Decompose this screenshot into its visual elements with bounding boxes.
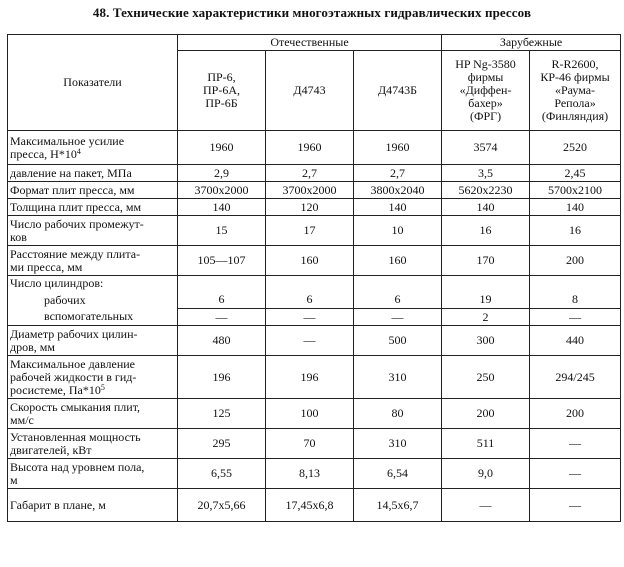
value-cell: [354, 276, 442, 292]
row-label-line: Скорость смыкания плит,: [10, 399, 141, 414]
value-cell: 140: [178, 199, 266, 216]
value-cell: 10: [354, 216, 442, 246]
value-cell: 300: [442, 326, 530, 356]
value-cell: 6: [266, 292, 354, 309]
value-cell: 9,0: [442, 459, 530, 489]
value-cell: 200: [530, 399, 621, 429]
value-cell: 20,7x5,66: [178, 489, 266, 522]
value-cell: 2,9: [178, 165, 266, 182]
row-label: [8, 309, 178, 326]
row-label-line: Число рабочих промежут-: [10, 216, 144, 231]
value-cell: 310: [354, 429, 442, 459]
value-cell: 125: [178, 399, 266, 429]
value-cell: —: [530, 459, 621, 489]
row-label: [8, 489, 178, 522]
group-header-foreign: Зарубежные: [442, 35, 621, 51]
table-row: [8, 429, 621, 459]
value-cell: 160: [266, 246, 354, 276]
value-cell: 440: [530, 326, 621, 356]
row-label: [8, 276, 178, 292]
table-row: [8, 182, 621, 199]
model-header: [178, 51, 266, 131]
value-cell: —: [178, 309, 266, 326]
model-header-line: (ФРГ): [469, 109, 502, 123]
row-label-line: Формат плит пресса, мм: [10, 182, 135, 197]
row-label: [8, 356, 178, 399]
table-row: [8, 199, 621, 216]
value-cell: 6: [354, 292, 442, 309]
value-cell: —: [530, 489, 621, 522]
table-row: [8, 489, 621, 522]
row-label-line: пресса, $Н*10^4$: [10, 146, 81, 161]
row-label-line: рабочих: [44, 292, 86, 307]
value-cell: 3,5: [442, 165, 530, 182]
value-cell: 295: [178, 429, 266, 459]
value-cell: 160: [354, 246, 442, 276]
value-cell: 80: [354, 399, 442, 429]
model-header-line: бахер»: [468, 96, 503, 110]
value-cell: 2,45: [530, 165, 621, 182]
value-cell: 170: [442, 246, 530, 276]
row-label: [8, 131, 178, 165]
value-cell: 15: [178, 216, 266, 246]
value-cell: 6,55: [178, 459, 266, 489]
row-label-line: Расстояние между плита-: [10, 246, 141, 261]
row-label: [8, 182, 178, 199]
value-cell: 294/245: [530, 356, 621, 399]
row-label-line: вспомогательных: [44, 309, 134, 324]
model-header-line: «Диффен-: [459, 83, 512, 97]
row-label-line: росистеме, $Па*10^5$: [10, 382, 105, 397]
model-header-line: (Финляндия): [541, 109, 609, 123]
value-cell: 511: [442, 429, 530, 459]
value-cell: 196: [266, 356, 354, 399]
value-cell: 16: [442, 216, 530, 246]
value-cell: 105—107: [178, 246, 266, 276]
row-label: [8, 216, 178, 246]
model-header-line: HP Ng-3580: [455, 57, 516, 71]
value-cell: 250: [442, 356, 530, 399]
table-row: [8, 216, 621, 246]
value-cell: 2,7: [266, 165, 354, 182]
value-cell: 500: [354, 326, 442, 356]
value-cell: 6,54: [354, 459, 442, 489]
row-label-line: двигателей, кВт: [10, 442, 92, 457]
row-label: [8, 246, 178, 276]
value-cell: 140: [530, 199, 621, 216]
value-cell: 70: [266, 429, 354, 459]
row-label-line: Установленная мощность: [10, 429, 141, 444]
model-header-line: фирмы: [467, 70, 504, 84]
value-cell: 17,45x6,8: [266, 489, 354, 522]
table-row: [8, 309, 621, 326]
unit-exponent: 4: [76, 146, 81, 156]
group-header-domestic: Отечественные: [178, 35, 442, 51]
value-cell: —: [530, 309, 621, 326]
value-cell: 8,13: [266, 459, 354, 489]
row-label: [8, 292, 178, 309]
value-cell: 5700x2100: [530, 182, 621, 199]
table-row: [8, 399, 621, 429]
value-cell: 120: [266, 199, 354, 216]
row-label-line: Высота над уровнем пола,: [10, 459, 145, 474]
model-header: [442, 51, 530, 131]
row-label-line: Толщина плит пресса, мм: [10, 199, 142, 214]
value-cell: —: [530, 429, 621, 459]
value-cell: [178, 276, 266, 292]
value-cell: 140: [354, 199, 442, 216]
value-cell: 196: [178, 356, 266, 399]
value-cell: 200: [530, 246, 621, 276]
value-cell: —: [442, 489, 530, 522]
value-cell: 3574: [442, 131, 530, 165]
row-label-line: Число цилиндров:: [10, 276, 104, 291]
row-label: [8, 459, 178, 489]
value-cell: 5620x2230: [442, 182, 530, 199]
row-label-line: дров, мм: [10, 339, 55, 354]
model-header-line: «Раума-: [554, 83, 596, 97]
model-header-line: Д4743Б: [377, 83, 418, 97]
model-header: [266, 51, 354, 131]
row-label-line: ми пресса, мм: [10, 259, 83, 274]
unit-exponent: 5: [100, 382, 105, 392]
table-row: [8, 246, 621, 276]
model-header-line: Д4743: [293, 83, 326, 97]
param-header: Показатели: [8, 35, 178, 131]
value-cell: [530, 276, 621, 292]
value-cell: —: [266, 326, 354, 356]
value-cell: 14,5x6,7: [354, 489, 442, 522]
table-row: [8, 356, 621, 399]
value-cell: [266, 276, 354, 292]
value-cell: 8: [530, 292, 621, 309]
value-cell: 3700x2000: [178, 182, 266, 199]
value-cell: 1960: [178, 131, 266, 165]
value-cell: 480: [178, 326, 266, 356]
value-cell: 2520: [530, 131, 621, 165]
row-label: [8, 199, 178, 216]
row-label: [8, 429, 178, 459]
row-label: [8, 399, 178, 429]
table-row: [8, 131, 621, 165]
value-cell: 2: [442, 309, 530, 326]
value-cell: 310: [354, 356, 442, 399]
table-row: [8, 292, 621, 309]
value-cell: 1960: [266, 131, 354, 165]
value-cell: —: [266, 309, 354, 326]
row-label-line: мм/с: [10, 412, 34, 427]
model-header-line: Репола»: [554, 96, 596, 110]
value-cell: —: [354, 309, 442, 326]
row-label-line: Максимальное давление: [10, 356, 135, 371]
specs-table: [7, 34, 621, 522]
row-label-line: давление на пакет, МПа: [10, 165, 132, 180]
value-cell: 6: [178, 292, 266, 309]
value-cell: 3800x2040: [354, 182, 442, 199]
value-cell: 200: [442, 399, 530, 429]
value-cell: 2,7: [354, 165, 442, 182]
row-label: [8, 165, 178, 182]
value-cell: 3700x2000: [266, 182, 354, 199]
value-cell: [442, 276, 530, 292]
value-cell: 17: [266, 216, 354, 246]
row-label-line: Максимальное усилие: [10, 133, 125, 148]
value-cell: 1960: [354, 131, 442, 165]
row-label-line: м: [10, 472, 18, 487]
table-row: [8, 459, 621, 489]
table-row: [8, 165, 621, 182]
model-header-line: R-R2600,: [551, 57, 599, 71]
model-header-line: ПР-6,: [207, 70, 236, 84]
table-row: [8, 276, 621, 292]
table-row: [8, 326, 621, 356]
row-label-line: Габарит в плане, м: [10, 497, 106, 512]
row-label-line: рабочей жидкости в гид-: [10, 369, 137, 384]
row-label: [8, 326, 178, 356]
model-header: [530, 51, 621, 131]
value-cell: 19: [442, 292, 530, 309]
model-header-line: ПР-6Б: [205, 96, 238, 110]
model-header-line: КР-46 фирмы: [540, 70, 610, 84]
value-cell: 100: [266, 399, 354, 429]
table-title: 48. Технические характеристики многоэтажных гидравлических прессов: [92, 5, 532, 20]
row-label-line: Диаметр рабочих цилин-: [10, 326, 138, 341]
value-cell: 140: [442, 199, 530, 216]
model-header: [354, 51, 442, 131]
value-cell: 16: [530, 216, 621, 246]
row-label-line: ков: [10, 229, 27, 244]
model-header-line: ПР-6А,: [202, 83, 240, 97]
